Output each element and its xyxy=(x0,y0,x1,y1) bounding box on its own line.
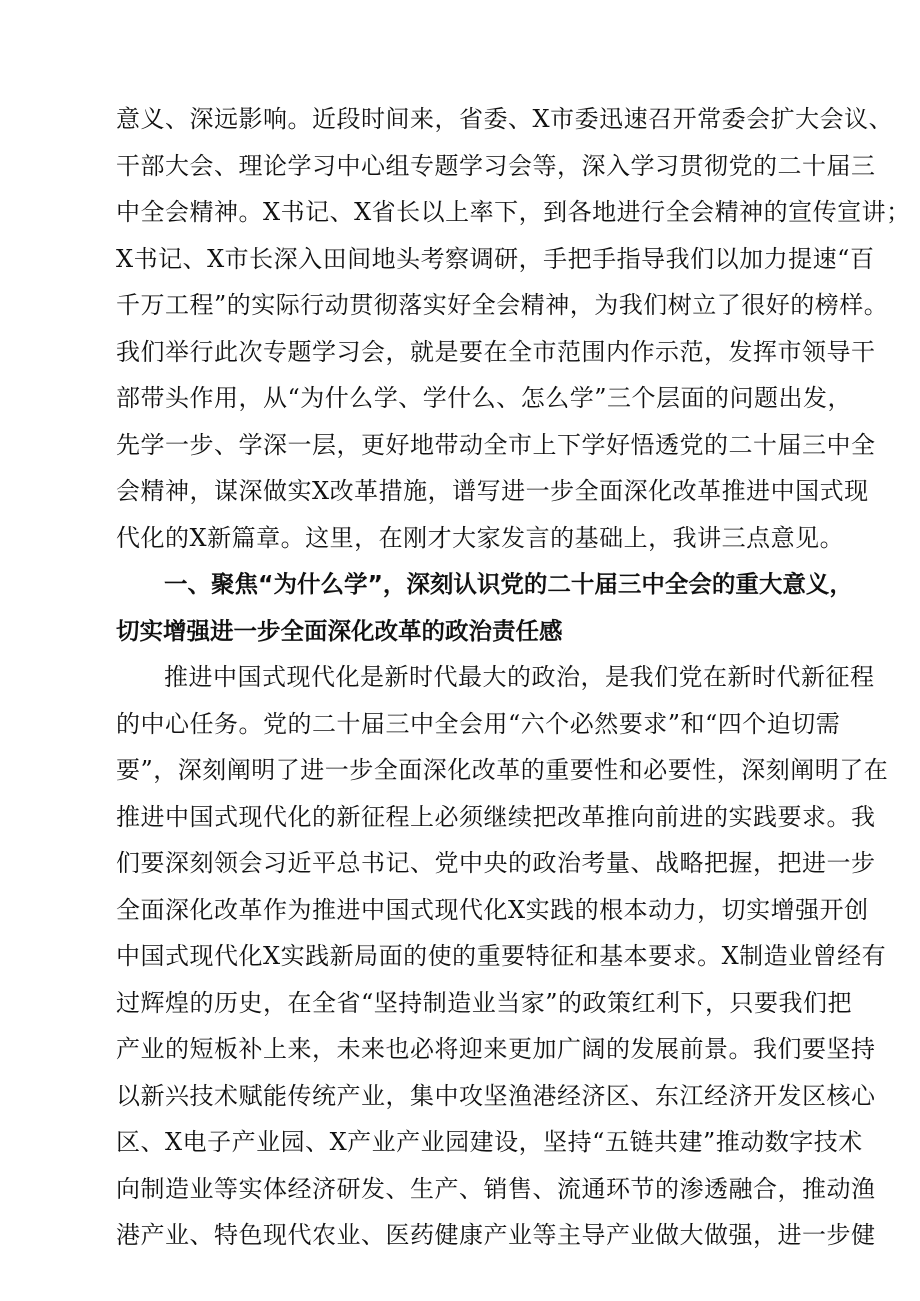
text-line: 产业的短板补上来，未来也必将迎来更加广阔的发展前景。我们要坚持 xyxy=(116,1035,876,1063)
text-line: 向制造业等实体经济研发、生产、销售、流通环节的渗透融合，推动渔 xyxy=(116,1174,876,1203)
document-body xyxy=(116,96,911,1259)
heading-line: 切实增强进一步全面深化改革的政治责任感 xyxy=(116,616,563,645)
text-line: 会精神，谋深做实X改革措施，谱写进一步全面深化改革推进中国式现 xyxy=(116,477,869,505)
text-line: 干部大会、理论学习中心组专题学习会等，深入学习贯彻党的二十届三 xyxy=(116,151,876,180)
text-line: 港产业、特色现代农业、医药健康产业等主导产业做大做强，进一步健 xyxy=(116,1221,876,1249)
text-line: 代化的X新篇章。这里，在刚才大家发言的基础上，我讲三点意见。 xyxy=(116,523,845,552)
text-line: 先学一步、学深一层，更好地带动全市上下学好悟透党的二十届三中全 xyxy=(116,430,876,459)
text-line: 的中心任务。党的二十届三中全会用“六个必然要求”和“四个迫切需 xyxy=(116,709,841,738)
text-line: 推进中国式现代化的新征程上必须继续把改革推向前进的实践要求。我 xyxy=(116,802,876,831)
section-heading xyxy=(116,561,853,654)
text-line: 全面深化改革作为推进中国式现代化X实践的根本动力，切实增强开创 xyxy=(116,895,869,924)
text-line: 以新兴技术赋能传统产业，集中攻坚渔港经济区、东江经济开发区核心 xyxy=(116,1081,876,1110)
text-line: 区、X电子产业园、X产业产业园建设，坚持“五链共建”推动数字技术 xyxy=(116,1128,863,1156)
paragraph-continued xyxy=(116,96,911,561)
text-line: 推进中国式现代化是新时代最大的政治，是我们党在新时代新征程 xyxy=(164,663,875,691)
text-line: 中全会精神。X书记、X省长以上率下，到各地进行全会精神的宣传宣讲； xyxy=(116,198,911,226)
text-line: X书记、X市长深入田间地头考察调研，手把手指导我们以加力提速“百 xyxy=(116,244,875,273)
heading-line: 一、聚焦“为什么学”，深刻认识党的二十届三中全会的重大意义， xyxy=(164,570,853,598)
text-line: 部带头作用，从“为什么学、学什么、怎么学”三个层面的问题出发， xyxy=(116,384,853,412)
text-line: 要”，深刻阐明了进一步全面深化改革的重要性和必要性，深刻阐明了在 xyxy=(116,756,889,784)
text-line: 过辉煌的历史，在全省“坚持制造业当家”的政策红利下，只要我们把 xyxy=(116,988,853,1017)
paragraph xyxy=(116,654,889,1259)
text-line: 意义、深远影响。近段时间来，省委、X市委迅速召开常委会扩大会议、 xyxy=(116,105,894,133)
text-line: 千万工程”的实际行动贯彻落实好全会精神，为我们树立了很好的榜样。 xyxy=(116,291,889,319)
text-line: 中国式现代化X实践新局面的使的重要特征和基本要求。X制造业曾经有 xyxy=(116,942,887,970)
text-line: 们要深刻领会习近平总书记、党中央的政治考量、战略把握，把进一步 xyxy=(116,849,876,877)
text-line: 我们举行此次专题学习会，就是要在全市范围内作示范，发挥市领导干 xyxy=(116,337,876,366)
